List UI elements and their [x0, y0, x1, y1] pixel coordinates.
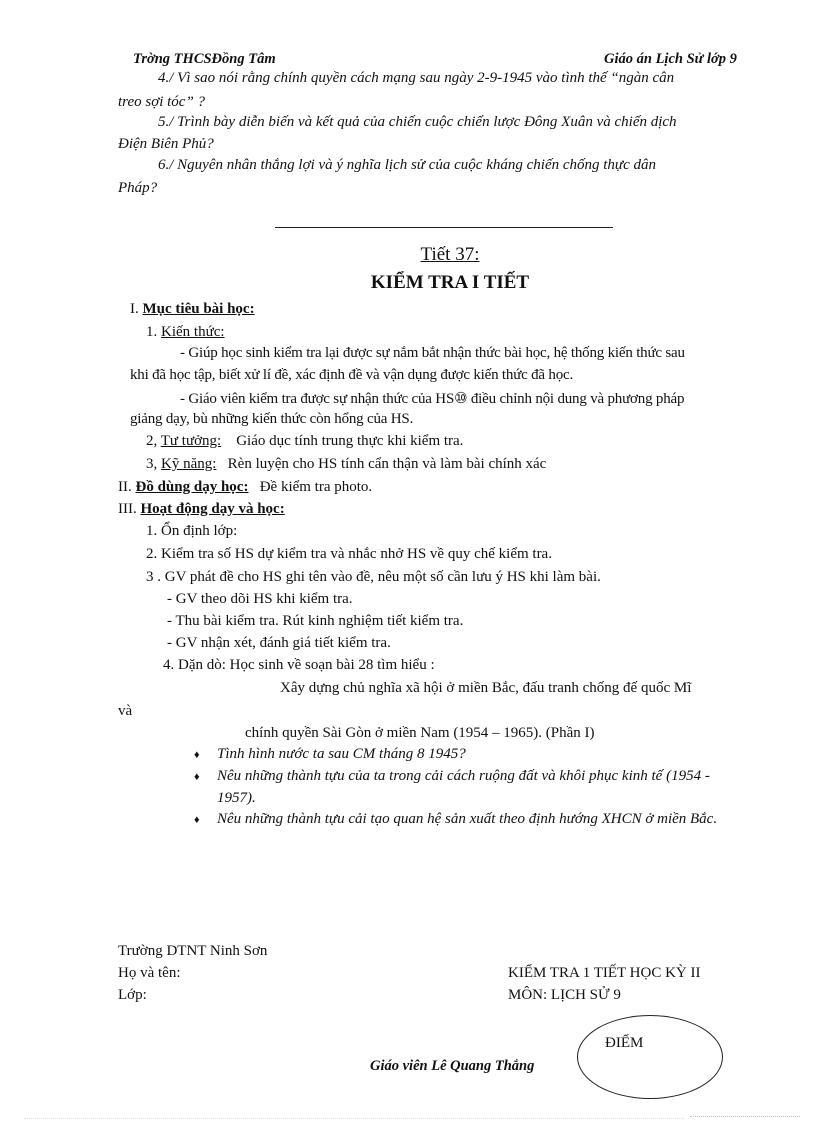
skills-line [146, 456, 546, 473]
ideology-label: Tư tưởng: [160, 433, 222, 449]
knowledge-p1-line-2: khi đã học tập, biết xử lí đề, xác định đề và vận dụng được kiến thức đã học. [130, 367, 574, 383]
section-1-heading [130, 301, 255, 318]
next-lesson-title-va: và [118, 703, 133, 719]
footer-class-label: Lớp: [118, 987, 147, 1003]
header-subject: Giáo án Lịch Sử lớp 9 [604, 51, 737, 67]
bullet-diamond-icon: ♦ [194, 814, 200, 826]
section-3-title: Hoạt động dạy và học: [140, 501, 285, 517]
knowledge-p2-line-1: - Giáo viên kiểm tra được sự nhận thức của HS⑩ điều chỉnh nội dung và phương pháp [180, 391, 685, 407]
section-1-title: Mục tiêu bài học: [142, 301, 255, 317]
step-3b: - Thu bài kiểm tra. Rút kinh nghiệm tiết kiểm tra. [167, 613, 464, 629]
footer-name-label: Họ và tên: [118, 965, 181, 981]
section-2-title: Đồ dùng dạy học: [135, 479, 249, 495]
bullet-2-line-1: Nêu những thành tựu của ta trong cải cách ruộng đất và khôi phục kinh tế (1954 - [217, 768, 710, 784]
bullet-diamond-icon: ♦ [194, 749, 200, 761]
score-oval [577, 1015, 723, 1099]
bullet-3-text: Nêu những thành tựu cải tạo quan hệ sản xuất theo định hướng XHCN ở miền Bắc. [217, 811, 718, 827]
skills-text: Rèn luyện cho HS tính cẩn thận và làm bài chính xác [227, 456, 547, 472]
page-bottom-dots [690, 1116, 800, 1117]
ideology-text: Giáo dục tính trung thực khi kiểm tra. [236, 433, 464, 449]
lesson-title: KIỂM TRA I TIẾT [370, 272, 530, 293]
question-4-line-1: 4./ Vì sao nói rằng chính quyền cách mạng sau ngày 2-9-1945 vào tình thế “ngàn cân [158, 70, 675, 86]
next-lesson-title-line-1: Xây dựng chủ nghĩa xã hội ở miền Bắc, đấu tranh chống đế quốc Mĩ [280, 680, 692, 696]
section-3-heading [118, 501, 285, 518]
knowledge-p1-line-1: - Giúp học sinh kiểm tra lại được sự nắm bắt nhận thức bài học, hệ thống kiến thức sau [180, 345, 685, 361]
knowledge-heading [146, 324, 225, 341]
divider-rule [275, 227, 613, 228]
bullet-1-text: Tình hình nước ta sau CM tháng 8 1945? [217, 746, 466, 762]
question-6-line-1: 6./ Nguyên nhân thắng lợi và ý nghĩa lịch sử của cuộc kháng chiến chống thực dân [158, 157, 657, 173]
step-4: 4. Dặn dò: Học sinh về soạn bài 28 tìm hiểu : [163, 657, 435, 673]
footer-exam-title: KIỂM TRA 1 TIẾT HỌC KỲ II [508, 965, 701, 981]
section-3-roman: III. [118, 501, 137, 517]
question-5-line-1: 5./ Trình bày diễn biến và kết quả của chiến cuộc chiến lược Đông Xuân và chiến dịch [158, 114, 677, 130]
section-2-text: Đề kiểm tra photo. [259, 479, 373, 495]
question-4-line-2: treo sợi tóc” ? [118, 94, 206, 110]
section-2-roman: II. [118, 479, 132, 495]
footer-teacher: Giáo viên Lê Quang Thắng [370, 1058, 535, 1074]
step-1: 1. Ổn định lớp: [146, 523, 238, 539]
step-3c: - GV nhận xét, đánh giá tiết kiểm tra. [167, 635, 391, 651]
skills-label: Kỹ năng: [161, 456, 217, 472]
header-school: Trờng THCSĐồng Tâm [133, 51, 276, 67]
knowledge-num: 1. [146, 324, 158, 340]
ideology-num: 2, [146, 433, 158, 449]
lesson-number-text: Tiết 37: [420, 244, 480, 265]
bullet-2-line-2: 1957). [217, 790, 256, 806]
step-3a: - GV theo dõi HS khi kiểm tra. [167, 591, 353, 607]
question-5-line-2: Điện Biên Phủ? [118, 136, 214, 152]
page-bottom-border [24, 1118, 684, 1119]
skills-num: 3, [146, 456, 158, 472]
next-lesson-title-line-2: chính quyền Sài Gòn ở miền Nam (1954 – 1965). (Phần I) [245, 725, 595, 741]
lesson-number [0, 244, 816, 266]
step-2: 2. Kiểm tra số HS dự kiểm tra và nhắc nhở HS về quy chế kiểm tra. [146, 546, 552, 562]
question-6-line-2: Pháp? [118, 180, 158, 196]
section-1-roman: I. [130, 301, 139, 317]
knowledge-label: Kiến thức: [161, 324, 225, 340]
section-2-line [118, 479, 372, 496]
knowledge-p2-line-2: giảng dạy, bù những kiến thức còn hổng của HS. [130, 411, 414, 427]
step-3: 3 . GV phát đề cho HS ghi tên vào đề, nêu một số cần lưu ý HS khi làm bài. [146, 569, 601, 585]
bullet-diamond-icon: ♦ [194, 771, 200, 783]
ideology-line [146, 433, 463, 450]
footer-exam-subject: MÔN: LỊCH SỬ 9 [508, 987, 621, 1003]
footer-school: Trường DTNT Ninh Sơn [118, 943, 268, 959]
score-label: ĐIỂM [605, 1035, 644, 1051]
